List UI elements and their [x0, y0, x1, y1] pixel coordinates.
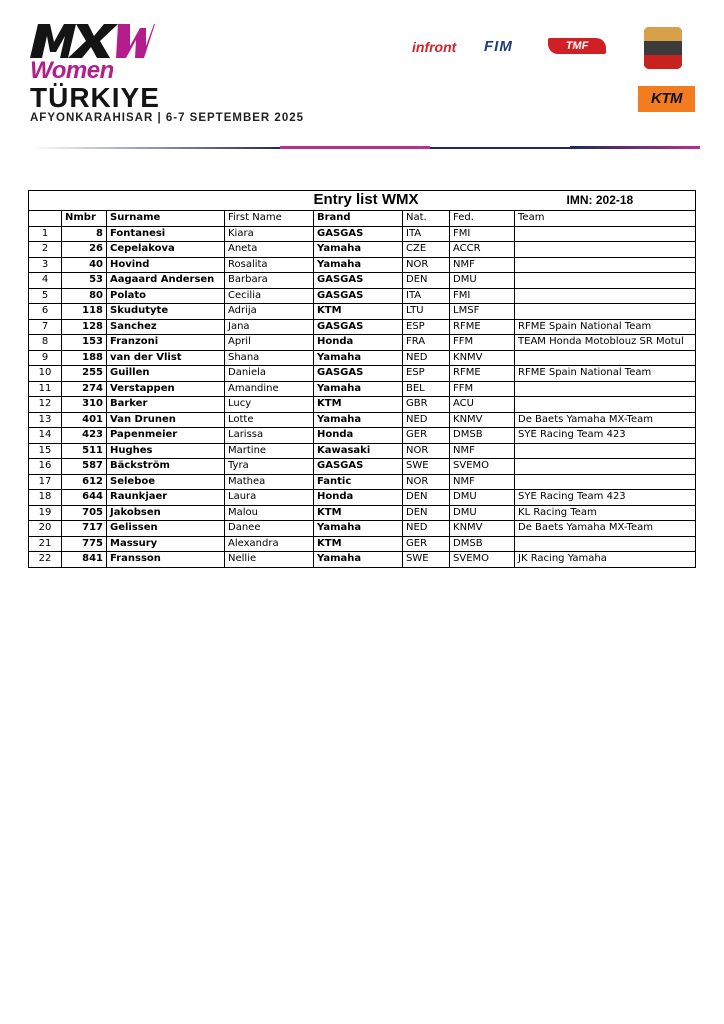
cell-first-name: Larissa: [225, 428, 314, 444]
table-row: [29, 459, 696, 475]
cell-team: [515, 397, 696, 413]
cell-pos: 19: [29, 505, 62, 521]
cell-brand: GASGAS: [314, 319, 403, 335]
table-header-row: [29, 211, 696, 227]
table-row: [29, 304, 696, 320]
cell-team: RFME Spain National Team: [515, 366, 696, 382]
cell-number: 841: [62, 552, 107, 568]
table-row: [29, 226, 696, 242]
infront-logo: infront: [412, 39, 457, 55]
cell-nat: DEN: [403, 490, 450, 506]
cell-pos: 8: [29, 335, 62, 351]
cell-pos: 16: [29, 459, 62, 475]
cell-fed: SVEMO: [450, 552, 515, 568]
cell-pos: 4: [29, 273, 62, 289]
cell-brand: Yamaha: [314, 257, 403, 273]
cell-fed: FMI: [450, 288, 515, 304]
cell-brand: Yamaha: [314, 521, 403, 537]
cell-number: 587: [62, 459, 107, 475]
cell-number: 128: [62, 319, 107, 335]
cell-first-name: Rosalita: [225, 257, 314, 273]
cell-number: 612: [62, 474, 107, 490]
cell-number: 153: [62, 335, 107, 351]
cell-brand: Honda: [314, 428, 403, 444]
cell-nat: ESP: [403, 366, 450, 382]
cell-fed: KNMV: [450, 521, 515, 537]
cell-first-name: April: [225, 335, 314, 351]
cell-nat: NOR: [403, 443, 450, 459]
cell-pos: 10: [29, 366, 62, 382]
cell-pos: 14: [29, 428, 62, 444]
cell-surname: van der Vlist: [107, 350, 225, 366]
cell-team: [515, 474, 696, 490]
cell-number: 53: [62, 273, 107, 289]
cell-number: 118: [62, 304, 107, 320]
cell-number: 188: [62, 350, 107, 366]
cell-number: 423: [62, 428, 107, 444]
cell-surname: Guillen: [107, 366, 225, 382]
table-row: [29, 381, 696, 397]
cell-fed: FMI: [450, 226, 515, 242]
cell-nat: GER: [403, 428, 450, 444]
cell-fed: DMU: [450, 505, 515, 521]
col-header-first-name: First Name: [225, 211, 314, 227]
cell-first-name: Barbara: [225, 273, 314, 289]
cell-surname: Papenmeier: [107, 428, 225, 444]
cell-number: 401: [62, 412, 107, 428]
cell-surname: Verstappen: [107, 381, 225, 397]
cell-surname: Hughes: [107, 443, 225, 459]
table-row: [29, 350, 696, 366]
cell-nat: ITA: [403, 226, 450, 242]
cell-fed: NMF: [450, 474, 515, 490]
cell-nat: DEN: [403, 505, 450, 521]
cell-team: SYE Racing Team 423: [515, 428, 696, 444]
table-row: [29, 443, 696, 459]
table-row: [29, 257, 696, 273]
cell-first-name: Malou: [225, 505, 314, 521]
col-header-pos: [29, 211, 62, 227]
cell-nat: NOR: [403, 474, 450, 490]
cell-first-name: Jana: [225, 319, 314, 335]
cell-nat: GER: [403, 536, 450, 552]
cell-nat: NED: [403, 350, 450, 366]
cell-pos: 2: [29, 242, 62, 258]
cell-pos: 11: [29, 381, 62, 397]
table-row: [29, 319, 696, 335]
cell-pos: 1: [29, 226, 62, 242]
cell-surname: Franzoni: [107, 335, 225, 351]
table-row: [29, 428, 696, 444]
cell-nat: BEL: [403, 381, 450, 397]
women-logo-text: Women: [30, 57, 114, 84]
cell-team: De Baets Yamaha MX-Team: [515, 521, 696, 537]
cell-pos: 6: [29, 304, 62, 320]
cell-brand: GASGAS: [314, 288, 403, 304]
table-row: [29, 335, 696, 351]
cell-surname: Aagaard Andersen: [107, 273, 225, 289]
cell-nat: LTU: [403, 304, 450, 320]
cell-first-name: Lucy: [225, 397, 314, 413]
col-header-team: Team: [515, 211, 696, 227]
table-row: [29, 366, 696, 382]
country-title: TÜRKIYE: [30, 82, 160, 113]
cell-surname: Massury: [107, 536, 225, 552]
cell-first-name: Aneta: [225, 242, 314, 258]
cell-team: [515, 288, 696, 304]
table-row: [29, 521, 696, 537]
cell-team: SYE Racing Team 423: [515, 490, 696, 506]
table-row: [29, 288, 696, 304]
table-title-row: [29, 191, 696, 211]
cell-surname: Jakobsen: [107, 505, 225, 521]
cell-number: 40: [62, 257, 107, 273]
cell-number: 310: [62, 397, 107, 413]
table-row: [29, 397, 696, 413]
cell-fed: ACCR: [450, 242, 515, 258]
cell-brand: Honda: [314, 490, 403, 506]
cell-number: 644: [62, 490, 107, 506]
table-row: [29, 505, 696, 521]
event-badge-logo: [644, 27, 682, 69]
cell-first-name: Cecilia: [225, 288, 314, 304]
cell-surname: Gelissen: [107, 521, 225, 537]
imn-code: IMN: 202-18: [515, 191, 696, 211]
cell-fed: NMF: [450, 257, 515, 273]
cell-brand: KTM: [314, 304, 403, 320]
cell-surname: Cepelakova: [107, 242, 225, 258]
table-body: [29, 226, 696, 567]
cell-number: 8: [62, 226, 107, 242]
cell-nat: GBR: [403, 397, 450, 413]
cell-fed: FFM: [450, 381, 515, 397]
cell-surname: Raunkjaer: [107, 490, 225, 506]
cell-brand: Yamaha: [314, 412, 403, 428]
cell-team: [515, 242, 696, 258]
cell-brand: KTM: [314, 505, 403, 521]
cell-pos: 3: [29, 257, 62, 273]
table-title: Entry list WMX: [314, 191, 450, 211]
cell-pos: 15: [29, 443, 62, 459]
cell-fed: DMSB: [450, 536, 515, 552]
table-row: [29, 474, 696, 490]
cell-pos: 5: [29, 288, 62, 304]
cell-nat: NED: [403, 521, 450, 537]
cell-brand: Kawasaki: [314, 443, 403, 459]
cell-team: JK Racing Yamaha: [515, 552, 696, 568]
cell-team: RFME Spain National Team: [515, 319, 696, 335]
cell-surname: Van Drunen: [107, 412, 225, 428]
cell-surname: Barker: [107, 397, 225, 413]
cell-first-name: Daniela: [225, 366, 314, 382]
cell-fed: DMU: [450, 490, 515, 506]
cell-pos: 9: [29, 350, 62, 366]
cell-first-name: Amandine: [225, 381, 314, 397]
cell-surname: Skudutyte: [107, 304, 225, 320]
cell-nat: ITA: [403, 288, 450, 304]
cell-first-name: Kiara: [225, 226, 314, 242]
cell-surname: Bäckström: [107, 459, 225, 475]
cell-first-name: Nellie: [225, 552, 314, 568]
cell-number: 26: [62, 242, 107, 258]
cell-pos: 21: [29, 536, 62, 552]
tmf-logo: TMF: [548, 38, 606, 54]
cell-first-name: Mathea: [225, 474, 314, 490]
cell-team: [515, 443, 696, 459]
cell-nat: ESP: [403, 319, 450, 335]
entry-list-table: [28, 190, 696, 568]
fim-logo: FIM: [484, 38, 513, 55]
cell-first-name: Alexandra: [225, 536, 314, 552]
cell-first-name: Tyra: [225, 459, 314, 475]
cell-nat: SWE: [403, 552, 450, 568]
cell-pos: 18: [29, 490, 62, 506]
cell-fed: DMU: [450, 273, 515, 289]
cell-number: 705: [62, 505, 107, 521]
col-header-brand: Brand: [314, 211, 403, 227]
cell-brand: Yamaha: [314, 350, 403, 366]
cell-number: 255: [62, 366, 107, 382]
cell-nat: SWE: [403, 459, 450, 475]
ktm-logo: KTM: [638, 86, 695, 112]
cell-surname: Sanchez: [107, 319, 225, 335]
cell-brand: Yamaha: [314, 552, 403, 568]
cell-fed: DMSB: [450, 428, 515, 444]
cell-nat: NOR: [403, 257, 450, 273]
cell-first-name: Danee: [225, 521, 314, 537]
cell-team: [515, 350, 696, 366]
cell-brand: Honda: [314, 335, 403, 351]
col-header-nat: Nat.: [403, 211, 450, 227]
cell-fed: RFME: [450, 319, 515, 335]
cell-fed: LMSF: [450, 304, 515, 320]
cell-brand: KTM: [314, 536, 403, 552]
cell-brand: Yamaha: [314, 381, 403, 397]
mxgp-logo: [30, 24, 155, 58]
cell-brand: Yamaha: [314, 242, 403, 258]
col-header-number: Nmbr: [62, 211, 107, 227]
col-header-fed: Fed.: [450, 211, 515, 227]
cell-surname: Hovind: [107, 257, 225, 273]
cell-fed: ACU: [450, 397, 515, 413]
cell-brand: Fantic: [314, 474, 403, 490]
cell-surname: Fontanesi: [107, 226, 225, 242]
cell-number: 775: [62, 536, 107, 552]
cell-fed: SVEMO: [450, 459, 515, 475]
table-row: [29, 552, 696, 568]
cell-first-name: Lotte: [225, 412, 314, 428]
cell-brand: KTM: [314, 397, 403, 413]
cell-number: 274: [62, 381, 107, 397]
cell-brand: GASGAS: [314, 273, 403, 289]
cell-brand: GASGAS: [314, 226, 403, 242]
cell-pos: 22: [29, 552, 62, 568]
cell-pos: 17: [29, 474, 62, 490]
cell-pos: 7: [29, 319, 62, 335]
cell-nat: FRA: [403, 335, 450, 351]
cell-fed: RFME: [450, 366, 515, 382]
cell-team: [515, 304, 696, 320]
cell-fed: KNMV: [450, 412, 515, 428]
cell-first-name: Shana: [225, 350, 314, 366]
cell-team: De Baets Yamaha MX-Team: [515, 412, 696, 428]
col-header-surname: Surname: [107, 211, 225, 227]
cell-team: [515, 459, 696, 475]
cell-team: [515, 273, 696, 289]
cell-first-name: Laura: [225, 490, 314, 506]
cell-first-name: Adrija: [225, 304, 314, 320]
cell-number: 511: [62, 443, 107, 459]
cell-pos: 12: [29, 397, 62, 413]
cell-surname: Polato: [107, 288, 225, 304]
cell-brand: GASGAS: [314, 459, 403, 475]
cell-pos: 20: [29, 521, 62, 537]
cell-brand: GASGAS: [314, 366, 403, 382]
table-row: [29, 536, 696, 552]
cell-team: [515, 381, 696, 397]
cell-team: TEAM Honda Motoblouz SR Motul: [515, 335, 696, 351]
table-row: [29, 242, 696, 258]
cell-team: [515, 257, 696, 273]
cell-team: [515, 536, 696, 552]
cell-team: KL Racing Team: [515, 505, 696, 521]
cell-team: [515, 226, 696, 242]
cell-fed: FFM: [450, 335, 515, 351]
cell-surname: Fransson: [107, 552, 225, 568]
table-row: [29, 490, 696, 506]
event-location-date: AFYONKARAHISAR | 6-7 SEPTEMBER 2025: [30, 112, 305, 124]
cell-fed: NMF: [450, 443, 515, 459]
cell-first-name: Martine: [225, 443, 314, 459]
cell-number: 717: [62, 521, 107, 537]
cell-nat: NED: [403, 412, 450, 428]
cell-nat: DEN: [403, 273, 450, 289]
cell-pos: 13: [29, 412, 62, 428]
cell-fed: KNMV: [450, 350, 515, 366]
cell-number: 80: [62, 288, 107, 304]
cell-surname: Seleboe: [107, 474, 225, 490]
table-row: [29, 412, 696, 428]
table-row: [29, 273, 696, 289]
header-divider-stripe: [30, 146, 700, 149]
cell-nat: CZE: [403, 242, 450, 258]
